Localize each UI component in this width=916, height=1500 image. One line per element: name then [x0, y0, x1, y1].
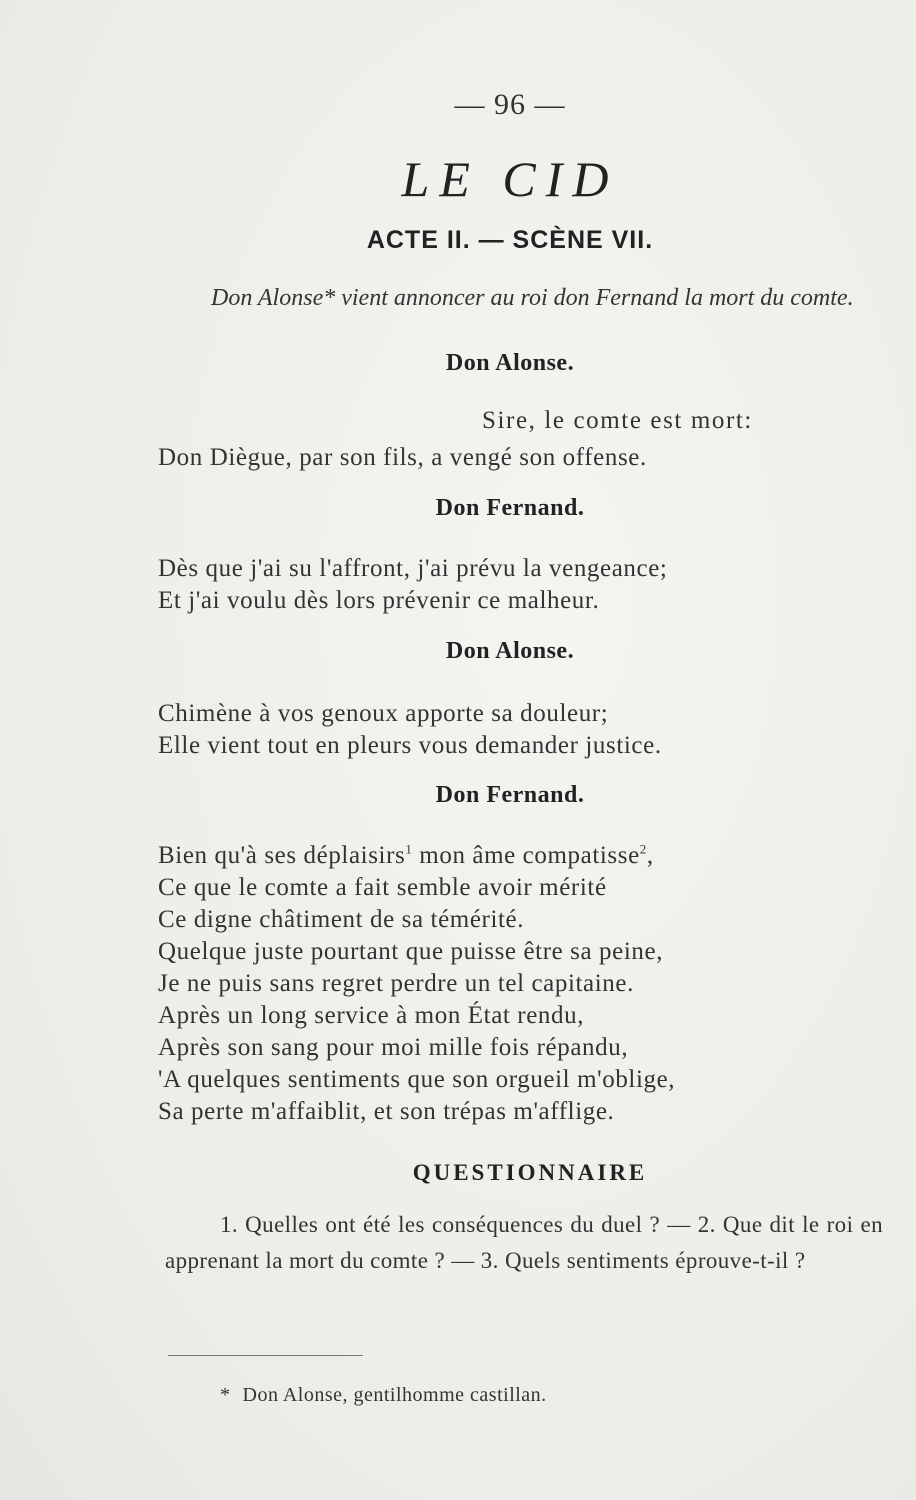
speaker-name: Don Alonse.	[445, 350, 575, 376]
verse-line: 'A quelques sentiments que son orgueil m'oblige,	[158, 1066, 676, 1093]
speaker-name: Don Alonse.	[445, 638, 575, 664]
verse-block	[158, 442, 647, 474]
verse-line: Quelque juste pourtant que puisse être sa peine,	[158, 938, 664, 965]
speaker-name: Don Fernand.	[435, 782, 585, 808]
play-title: LE CID	[401, 151, 619, 207]
verse-text: ,	[646, 842, 654, 869]
questionnaire-heading: QUESTIONNAIRE	[412, 1160, 648, 1185]
verse-line: Ce digne châtiment de sa témérité.	[158, 906, 525, 933]
verse-text: Bien qu'à ses déplaisirs	[158, 842, 406, 869]
verse-line: Après un long service à mon État rendu,	[158, 1002, 585, 1029]
footnote-ref: 2	[639, 841, 647, 857]
footnote	[220, 1384, 547, 1407]
verse-line: Je ne puis sans regret perdre un tel capitaine.	[158, 970, 634, 997]
scene-introduction: Don Alonse* vient annoncer au roi don Fernand la mort du comte.	[211, 285, 854, 311]
verse-line	[158, 840, 675, 872]
verse-line: Dès que j'ai su l'affront, j'ai prévu la vengeance;	[158, 555, 668, 582]
speaker-name: Don Fernand.	[435, 495, 585, 521]
verse-text: mon âme compatisse	[412, 842, 640, 869]
verse-line: Elle vient tout en pleurs vous demander justice.	[158, 732, 662, 759]
page-number: — 96 —	[454, 88, 566, 121]
verse-line: Sa perte m'affaiblit, et son trépas m'afflige.	[158, 1098, 615, 1125]
verse-line: Don Diègue, par son fils, a vengé son offense.	[158, 444, 647, 471]
footnote-mark: *	[220, 1384, 231, 1406]
verse-line: Sire, le comte est mort:	[482, 407, 753, 434]
act-scene-heading: ACTE II. — SCÈNE VII.	[366, 226, 654, 254]
verse-line: Chimène à vos genoux apporte sa douleur;	[158, 700, 609, 727]
verse-line: Ce que le comte a fait semble avoir mérité	[158, 874, 607, 901]
verse-block	[158, 553, 667, 617]
footnote-text: Don Alonse, gentilhomme castillan.	[242, 1384, 547, 1406]
questionnaire-text: 1. Quelles ont été les conséquences du duel ? — 2. Que dit le roi en apprenant la mort du comte ? — 3. Quels sentiments éprouve-t-il ?	[165, 1212, 883, 1273]
footnote-ref: 1	[405, 841, 413, 857]
verse-block	[158, 698, 662, 762]
verse-block	[482, 405, 753, 437]
verse-line: Après son sang pour moi mille fois répandu,	[158, 1034, 629, 1061]
verse-line: Et j'ai voulu dès lors prévenir ce malheur.	[158, 587, 600, 614]
verse-block	[158, 840, 675, 1128]
footnote-divider	[168, 1355, 363, 1356]
